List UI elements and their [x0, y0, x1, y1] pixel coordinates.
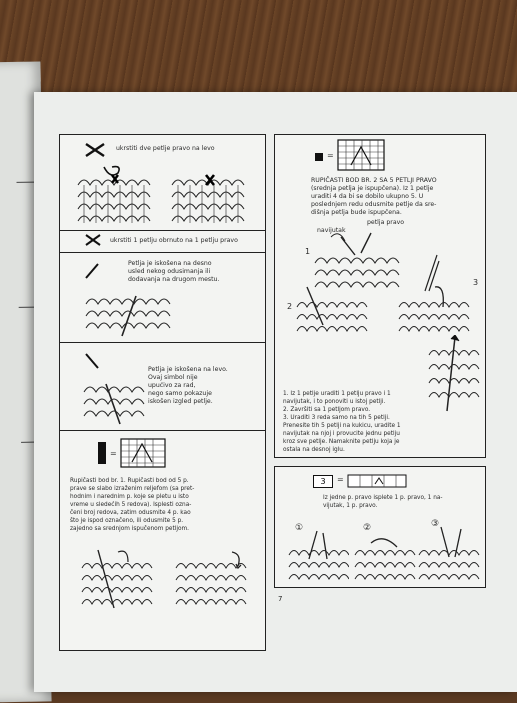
bottom-text-2: vijutak, 1 p. pravo. [323, 503, 378, 509]
row4-text-4: nego samo pokazuje [148, 390, 212, 397]
eyelet1-line-1: Rupičasti bod br. 1. Rupičasti bod od 5 p. [70, 478, 189, 484]
row3-text-3: dodavanja na drugom mestu. [128, 276, 220, 283]
knitting-illustration-slant-right [82, 292, 178, 338]
steps-line-4: 3. Uraditi 3 reda samo na tih 5 petlji. [283, 415, 390, 421]
row3-text-1: Petlja je iskošena na desno [128, 260, 212, 267]
steps-line-8: ostala na desnoj iglu. [283, 447, 345, 453]
eyelet2-text-3: poslednjem redu odusmite petlje da sre- [311, 201, 437, 208]
boxed-number-symbol [313, 475, 333, 488]
knitting-illustration-bottom-3 [417, 525, 483, 581]
boxed-number: 3 [320, 477, 326, 486]
knitting-illustration-slant-left [82, 380, 146, 426]
slant-left-symbol [84, 352, 100, 370]
slant-left-row [60, 342, 265, 431]
circled-2: ② [363, 523, 372, 533]
knitting-illustration-crossed-a [74, 165, 158, 225]
label-petlja-pravo: petlja pravo [367, 219, 405, 226]
step-number-1: 1 [305, 247, 311, 256]
eyelet1-line-7: zajedno sa srednjom ispučenom petljom. [70, 526, 189, 532]
steps-line-5: Prenesite tih 5 petlji na kukicu, uradite 1 [283, 423, 401, 429]
step-number-3: 3 [473, 278, 479, 287]
black-bar-symbol [98, 442, 106, 464]
cross-x-symbol [84, 233, 102, 247]
knitting-illustration-step1 [311, 231, 411, 291]
circled-3: ③ [431, 519, 440, 529]
steps-line-1: 1. Iz 1 petlje uraditi 1 petlju pravo i 1 [283, 391, 391, 397]
row2-text: ukrstiti 1 petlju obrnuto na 1 petlju pravo [110, 237, 238, 244]
eyelet2-heading: RUPIČASTI BOD BR. 2 SA 5 PETLJI PRAVO [311, 177, 437, 184]
label-navijutak: navijutak [317, 227, 346, 234]
bottom-text-1: Iz jedne p. pravo isplete 1 p. pravo, 1 na- [323, 495, 443, 501]
eyelet1-line-6: što je ispod označeno, ili odusmite 5 p. [70, 518, 184, 524]
row4-text-3: upućivo za rad, [148, 382, 196, 389]
steps-line-6: navijutak na njoj i provucite jednu petlju [283, 431, 400, 437]
book-page [34, 92, 517, 692]
chart-strip-symbol [347, 474, 407, 488]
knitting-illustration-bottom-1 [287, 529, 349, 581]
cross-two-stitches-row [60, 135, 265, 231]
row4-text-1: Petlja je iskošena na levo. [148, 366, 228, 373]
knitting-illustration-bottom-2 [353, 529, 417, 581]
eyelet-stitch-1-section [60, 430, 265, 650]
knitting-illustration-eyelet1-a [78, 548, 158, 618]
equals-sign: = [110, 449, 117, 458]
eyelet1-line-3: hodnim i narednim p. koje se pletu u isto [70, 494, 189, 500]
slant-right-symbol [84, 262, 100, 280]
chart-grid-symbol [337, 139, 385, 171]
row3-text-2: usled nekog odusimanja ili [128, 268, 211, 275]
black-square-symbol [315, 153, 323, 161]
right-instruction-panel-bottom [274, 466, 486, 588]
eyelet1-line-5: čeni broj redova, zatim odusmite 4 p. kao [70, 510, 191, 516]
equals-sign: = [337, 475, 344, 484]
eyelet1-line-4: vreme u sledećih 5 redova). Isplesti ozna- [70, 502, 192, 508]
steps-line-3: 2. Završiti sa 1 petljom pravo. [283, 407, 371, 413]
equals-sign: = [327, 151, 334, 160]
eyelet2-text-2: uraditi 4 da bi se dobilo ukupno 5. U [311, 193, 424, 200]
circled-1: ① [295, 523, 304, 533]
steps-line-2: navijutak, i to ponoviti u istoj petlji. [283, 399, 386, 405]
chart-grid-symbol [120, 438, 166, 468]
eyelet1-line-2: prave se slabo izraženim reljefom (sa pret- [70, 486, 195, 492]
knitting-illustration-hook [425, 335, 485, 419]
right-instruction-panel-top [274, 134, 486, 458]
step-number-2: 2 [287, 302, 293, 311]
knitting-illustration-step2 [293, 285, 373, 343]
cross-x-symbol [84, 142, 106, 158]
eyelet2-text-4: dišnja petlja bude ispupčena. [311, 209, 402, 216]
knitting-illustration-eyelet1-b [172, 548, 254, 618]
left-instruction-panel [59, 134, 266, 651]
slant-right-row [60, 252, 265, 343]
knitting-illustration-crossed-b [168, 165, 256, 225]
row4-text-5: iskošen izgled petlje. [148, 398, 213, 405]
cross-purl-row [60, 230, 265, 253]
page-number: 7 [278, 595, 283, 603]
steps-line-7: kroz sve petlje. Namaknite petlju koja je [283, 439, 400, 445]
row1-text: ukrstiti dve petlje pravo na levo [116, 145, 215, 152]
row4-text-2: Ovaj simbol nije [148, 374, 198, 381]
eyelet2-text-1: (srednja petlja je ispupčena). Iz 1 petlje [311, 185, 434, 192]
